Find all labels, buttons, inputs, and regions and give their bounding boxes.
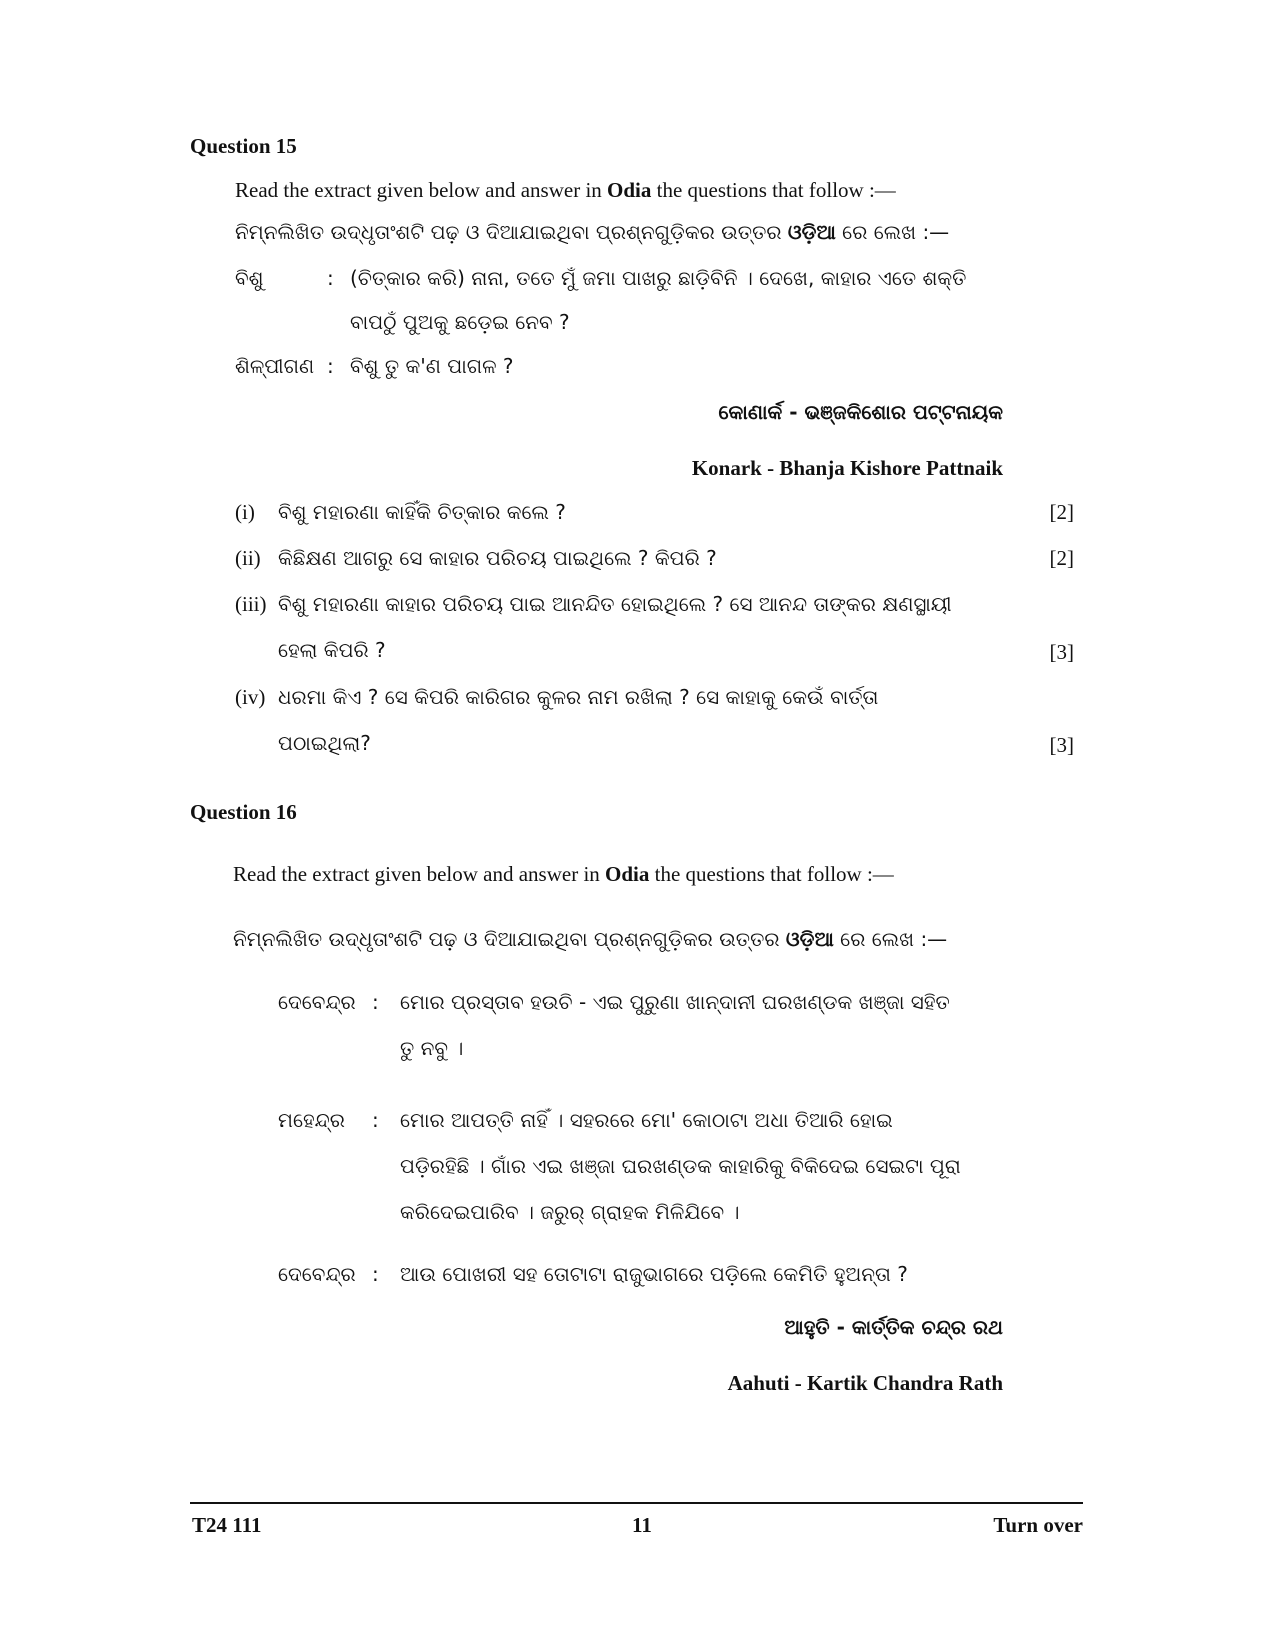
q16-dialogue-1-line-2: ତୁ ନବୁ । [400, 1036, 464, 1060]
q15-colon-1: : [327, 266, 334, 290]
q16-instruction: Read the extract given below and answer in Odia the questions that follow :— [233, 862, 894, 886]
q15-subq-4-text-line-2: ପଠାଇଥିଲା? [278, 731, 371, 755]
q16-colon-2: : [372, 1108, 379, 1132]
question-15-heading: Question 15 [190, 134, 297, 158]
q15-subq-1-marks: [2] [1049, 500, 1074, 524]
q16-source-english: Aahuti - Kartik Chandra Rath [727, 1371, 1003, 1395]
q15-subq-3-marks: [3] [1049, 640, 1074, 664]
q15-speaker-2: ଶିଳ୍ପୀଗଣ [235, 354, 315, 378]
q16-dialogue-2-line-2: ପଡ଼ିରହିଛି । ଗାଁର ଏଇ ଖଞ୍ଜା ଘରଖଣ୍ଡକ କାହାରିକୁ ବିକିଦେଇ ସେଇଟା ପୂରା [400, 1154, 961, 1178]
q16-speaker-2: ମହେନ୍ଦ୍ର [278, 1108, 345, 1132]
q16-colon-1: : [372, 990, 379, 1014]
q15-subq-2-number: (ii) [235, 546, 261, 570]
q16-source-odia: ଆହୁତି - କାର୍ତ୍ତିକ ଚନ୍ଦ୍ର ରଥ [784, 1315, 1003, 1339]
q15-odia-instruction: ନିମ୍ନଲିଖିତ ଉଦ୍ଧୃତାଂଶଟି ପଢ଼ ଓ ଦିଆଯାଇଥିବା ପ୍ରଶ୍ନଗୁଡ଼ିକର ଉତ୍ତର ଓଡ଼ିଆ ରେ ଲେଖ :— [235, 220, 950, 244]
q16-odia-instruction: ନିମ୍ନଲିଖିତ ଉଦ୍ଧୃତାଂଶଟି ପଢ଼ ଓ ଦିଆଯାଇଥିବା ପ୍ରଶ୍ନଗୁଡ଼ିକର ଉତ୍ତର ଓଡ଼ିଆ ରେ ଲେଖ :— [233, 927, 948, 951]
q16-dialogue-3-line-1: ଆଉ ପୋଖରୀ ସହ ତୋଟାଟା ରାଜୁଭାଗରେ ପଡ଼ିଲେ କେମିତି ହୁଅନ୍ତା ? [400, 1262, 908, 1286]
q15-subq-4-marks: [3] [1049, 733, 1074, 757]
footer-rule [190, 1502, 1083, 1504]
q16-dialogue-2-line-1: ମୋର ଆପତ୍ତି ନାହିଁ । ସହରରେ ମୋ' କୋଠାଟା ଅଧା ତିଆରି ହୋଇ [400, 1108, 893, 1132]
q15-dialogue-1-line-2: ବାପଠୁଁ ପୁଅକୁ ଛଡ଼େଇ ନେବ ? [350, 310, 570, 334]
q15-subq-3-number: (iii) [235, 592, 267, 616]
q15-dialogue-2-line-1: ବିଶୁ ତୁ କ'ଣ ପାଗଳ ? [350, 354, 514, 378]
q15-subq-3-text: ବିଶୁ ମହାରଣା କାହାର ପରିଚୟ ପାଇ ଆନନ୍ଦିତ ହୋଇଥିଲେ ? ସେ ଆନନ୍ଦ ତାଙ୍କର କ୍ଷଣସ୍ଥାୟୀ [278, 592, 952, 616]
q15-dialogue-1-line-1: (ଚିତ୍କାର କରି) ନାନା, ତତେ ମୁଁ ଜମା ପାଖରୁ ଛାଡ଼ିବିନି । ଦେଖେ, କାହାର ଏତେ ଶକ୍ତି [350, 266, 967, 290]
q15-source-odia: କୋଣାର୍କ - ଭଞ୍ଜକିଶୋର ପଟ୍ଟନାୟକ [718, 400, 1003, 424]
q15-speaker-1: ବିଶୁ [235, 266, 264, 290]
q15-subq-1-number: (i) [235, 500, 255, 524]
q16-speaker-1: ଦେବେନ୍ଦ୍ର [278, 990, 356, 1014]
turn-over-label: Turn over [993, 1513, 1083, 1537]
q15-subq-3-text-line-2: ହେଲା କିପରି ? [278, 638, 386, 662]
q15-subq-2-marks: [2] [1049, 546, 1074, 570]
q16-speaker-3: ଦେବେନ୍ଦ୍ର [278, 1262, 356, 1286]
page-number: 11 [632, 1513, 652, 1537]
q15-instruction: Read the extract given below and answer in Odia the questions that follow :— [235, 178, 896, 202]
paper-code: T24 111 [192, 1513, 262, 1537]
q15-subq-4-number: (iv) [235, 685, 266, 709]
q16-dialogue-1-line-1: ମୋର ପ୍ରସ୍ତାବ ହଉଚି - ଏଇ ପୁରୁଣା ଖାନ୍‌ଦାନୀ ଘରଖଣ୍ଡକ ଖଞ୍ଜା ସହିତ [400, 990, 950, 1014]
q16-colon-3: : [372, 1262, 379, 1286]
q15-subq-4-text: ଧରମା କିଏ ? ସେ କିପରି କାରିଗର କୁଳର ନାମ ରଖିଲା ? ସେ କାହାକୁ କେଉଁ ବାର୍ତ୍ତା [278, 685, 879, 709]
q15-subq-1-text: ବିଶୁ ମହାରଣା କାହିଁକି ଚିତ୍କାର କଲେ ? [278, 500, 566, 524]
question-16-heading: Question 16 [190, 800, 297, 824]
q15-source-english: Konark - Bhanja Kishore Pattnaik [691, 456, 1003, 480]
q15-subq-2-text: କିଛିକ୍ଷଣ ଆଗରୁ ସେ କାହାର ପରିଚୟ ପାଇଥିଲେ ? କିପରି ? [278, 546, 717, 570]
q15-colon-2: : [327, 354, 334, 378]
q16-dialogue-2-line-3: କରିଦେଇପାରିବ । ଜରୁର୍ ଗ୍ରାହକ ମିଳିଯିବେ । [400, 1200, 740, 1224]
